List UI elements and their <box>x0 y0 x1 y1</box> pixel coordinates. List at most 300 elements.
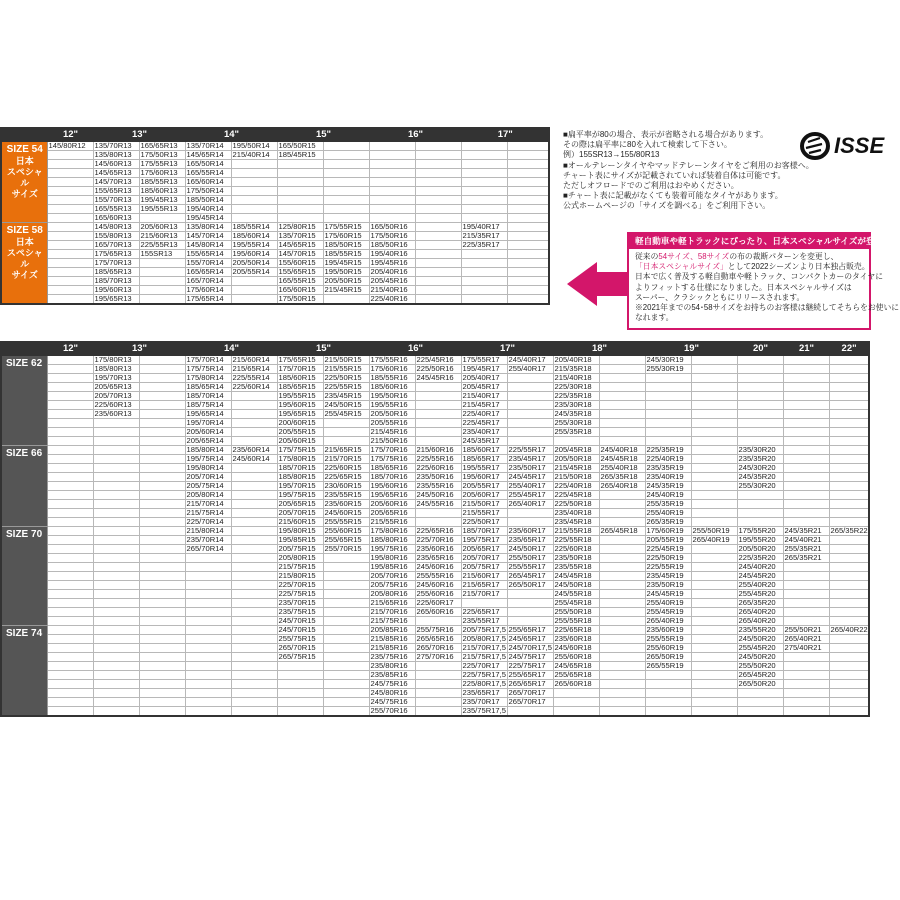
tire-size-cell: 245/50R17 <box>507 545 553 554</box>
tire-size-cell <box>507 286 549 295</box>
tire-size-cell <box>47 464 93 473</box>
tire-size-cell: 225/55R19 <box>645 563 691 572</box>
tire-size-cell <box>369 169 415 178</box>
tire-size-cell <box>139 572 185 581</box>
tire-size-cell <box>185 689 231 698</box>
tire-size-cell <box>231 419 277 428</box>
tire-size-cell <box>461 277 507 286</box>
tire-size-cell: 175/70R14 <box>185 356 231 365</box>
tire-size-cell: 165/55R14 <box>185 169 231 178</box>
tire-size-cell <box>415 232 461 241</box>
tire-size-cell <box>461 160 507 169</box>
note-line: チャート表にサイズが記載されていれば装着自体は可能です。 <box>563 170 786 180</box>
tire-size-cell <box>231 473 277 482</box>
tire-size-cell <box>323 428 369 437</box>
tire-size-cell: 175/60R13 <box>139 169 185 178</box>
tire-size-cell <box>47 500 93 509</box>
tire-size-cell <box>507 169 549 178</box>
tire-size-cell <box>737 410 783 419</box>
tire-size-cell: 215/50R17 <box>461 500 507 509</box>
tire-size-cell: 235/60R18 <box>553 635 599 644</box>
tire-size-cell <box>185 563 231 572</box>
tire-size-cell <box>507 428 553 437</box>
tire-size-cell: 255/50R18 <box>553 608 599 617</box>
tire-size-cell <box>691 473 737 482</box>
tire-size-cell <box>47 626 93 635</box>
tire-size-cell <box>139 214 185 223</box>
tire-size-cell: 215/35R18 <box>553 365 599 374</box>
tire-size-cell: 225/70R14 <box>185 518 231 527</box>
tire-size-cell <box>507 608 553 617</box>
tire-size-cell <box>93 671 139 680</box>
tire-size-cell <box>93 518 139 527</box>
tire-size-cell: 205/55R14 <box>231 268 277 277</box>
notice-text: 54サイズ、58サイズ <box>658 252 730 261</box>
size-group-label <box>1 223 47 305</box>
tire-size-cell: 235/50R16 <box>415 473 461 482</box>
rim-size-header: 17" <box>461 128 549 142</box>
tire-size-cell: 235/50R19 <box>645 581 691 590</box>
tire-size-cell <box>323 635 369 644</box>
tire-size-cell: 195/75R15 <box>277 491 323 500</box>
tire-size-cell: 255/70R16 <box>369 707 415 717</box>
tire-size-cell: 235/35R20 <box>737 455 783 464</box>
tire-size-cell: 155/65R14 <box>185 250 231 259</box>
tire-size-cell: 245/40R18 <box>599 446 645 455</box>
tire-size-cell <box>461 295 507 305</box>
tire-size-cell <box>47 286 93 295</box>
tire-size-cell: 255/40R17 <box>507 365 553 374</box>
tire-size-cell: 205/50R15 <box>323 277 369 286</box>
tire-size-cell <box>691 545 737 554</box>
size-name: SIZE 66 <box>6 448 43 459</box>
table-row <box>1 419 869 428</box>
tire-size-cell: 215/65R14 <box>231 365 277 374</box>
tire-size-cell: 185/70R14 <box>185 392 231 401</box>
tire-size-cell <box>185 671 231 680</box>
tire-size-cell <box>47 392 93 401</box>
table-row <box>1 545 869 554</box>
tire-size-cell <box>47 151 93 160</box>
tire-size-cell <box>47 653 93 662</box>
tire-size-cell <box>47 160 93 169</box>
tire-size-cell <box>783 446 829 455</box>
tire-size-cell: 255/75R15 <box>277 635 323 644</box>
tire-size-cell: 165/70R13 <box>93 241 139 250</box>
tire-size-cell <box>783 455 829 464</box>
tire-size-cell: 255/40R19 <box>645 509 691 518</box>
table-row <box>1 491 869 500</box>
tire-size-cell <box>737 356 783 365</box>
tire-size-cell: 195/45R16 <box>369 259 415 268</box>
tire-size-cell <box>645 428 691 437</box>
tire-size-cell: 265/65R16 <box>415 635 461 644</box>
tire-size-cell <box>415 401 461 410</box>
tire-size-cell <box>507 590 553 599</box>
tire-size-cell: 185/55R16 <box>369 374 415 383</box>
tire-size-cell <box>829 608 869 617</box>
table-row <box>1 241 549 250</box>
size-subtitle: サイズ <box>11 189 38 199</box>
tire-size-cell: 185/55R13 <box>139 178 185 187</box>
notice-line <box>635 283 863 293</box>
tire-size-cell: 225/30R18 <box>553 383 599 392</box>
tire-size-cell <box>599 698 645 707</box>
tire-size-cell: 215/85R16 <box>369 644 415 653</box>
size-subtitle: 日本 <box>15 156 34 166</box>
tire-size-cell <box>461 268 507 277</box>
tire-size-cell: 265/70R16 <box>415 644 461 653</box>
tire-size-cell <box>415 518 461 527</box>
tire-size-cell: 255/45R19 <box>645 608 691 617</box>
tire-size-cell: 205/50R18 <box>553 455 599 464</box>
table-row <box>1 151 549 160</box>
tire-size-cell: 205/65R16 <box>369 509 415 518</box>
tire-size-cell: 175/50R14 <box>185 187 231 196</box>
tire-size-cell: 215/55R17 <box>461 509 507 518</box>
tire-size-cell: 265/60R16 <box>415 608 461 617</box>
tire-size-cell <box>599 689 645 698</box>
tire-size-cell <box>507 617 553 626</box>
tire-size-cell <box>507 259 549 268</box>
tire-size-cell: 195/60R14 <box>231 250 277 259</box>
tire-size-cell <box>47 250 93 259</box>
tire-size-cell <box>645 392 691 401</box>
size-group-label <box>1 446 47 527</box>
tire-size-cell <box>599 653 645 662</box>
tire-size-cell: 215/70R17,5 <box>462 643 506 652</box>
tire-size-cell <box>231 581 277 590</box>
tire-size-cell <box>829 581 869 590</box>
tire-size-cell <box>783 617 829 626</box>
tire-size-cell: 205/75R15 <box>277 545 323 554</box>
logo-text: ISSE <box>834 133 885 158</box>
tire-size-cell: 145/65R14 <box>185 151 231 160</box>
tire-size-cell <box>415 662 461 671</box>
tire-size-cell: 215/80R14 <box>185 527 231 536</box>
tire-size-cell: 255/65R17 <box>507 671 553 680</box>
tire-size-cell: 255/45R17 <box>507 491 553 500</box>
tire-size-cell: 185/70R17 <box>461 527 507 536</box>
tire-size-cell <box>47 410 93 419</box>
tire-size-cell: 235/60R16 <box>415 545 461 554</box>
tire-size-cell <box>415 707 461 717</box>
tire-size-cell: 245/80R16 <box>369 689 415 698</box>
tire-size-cell <box>47 554 93 563</box>
tire-size-cell: 235/65R17 <box>461 689 507 698</box>
tire-size-cell <box>829 500 869 509</box>
tire-size-cell <box>323 187 369 196</box>
tire-size-cell <box>185 662 231 671</box>
tire-size-cell <box>185 653 231 662</box>
tire-size-cell <box>139 277 185 286</box>
tire-size-cell: 245/75R17 <box>507 653 553 662</box>
rim-size-header: 16" <box>369 128 461 142</box>
tire-size-cell <box>277 169 323 178</box>
tire-size-cell: 245/50R15 <box>323 401 369 410</box>
tire-size-cell: 185/75R14 <box>185 401 231 410</box>
tire-size-cell <box>323 142 369 151</box>
tire-size-cell <box>829 437 869 446</box>
tire-size-cell <box>415 392 461 401</box>
tire-size-cell <box>691 509 737 518</box>
tire-size-cell <box>323 554 369 563</box>
note-line: ■オールテレーンタイヤやマッドテレーンタイヤをご利用のお客様へ。 <box>563 160 814 170</box>
tire-size-cell: 195/80R14 <box>185 464 231 473</box>
tire-size-cell: 265/50R17 <box>507 581 553 590</box>
tire-size-cell <box>93 455 139 464</box>
tire-size-cell <box>369 196 415 205</box>
tire-size-cell <box>507 383 553 392</box>
table-row <box>1 626 869 635</box>
tire-size-cell: 175/65R13 <box>93 250 139 259</box>
tire-size-cell <box>139 554 185 563</box>
tire-size-cell <box>415 437 461 446</box>
tire-size-cell <box>139 259 185 268</box>
tire-size-cell: 245/45R20 <box>737 572 783 581</box>
rim-size-header: 13" <box>93 128 185 142</box>
tire-size-cell <box>231 295 277 305</box>
tire-size-cell <box>507 223 549 232</box>
tire-size-cell: 205/40R18 <box>553 356 599 365</box>
tire-size-cell <box>645 419 691 428</box>
tire-size-cell: 195/75R16 <box>369 545 415 554</box>
tire-size-cell: 205/80R17,5 <box>462 634 506 643</box>
table-row <box>1 383 869 392</box>
tire-size-cell <box>645 437 691 446</box>
tire-size-cell <box>553 689 599 698</box>
tire-size-cell <box>415 277 461 286</box>
japan-special-notice <box>627 232 900 330</box>
tire-size-cell <box>507 277 549 286</box>
tire-size-cell <box>415 259 461 268</box>
tire-size-cell: 225/55R18 <box>553 536 599 545</box>
tire-size-cell: 225/50R17 <box>461 518 507 527</box>
tire-size-cell: 245/50R20 <box>737 653 783 662</box>
tire-size-cell <box>139 644 185 653</box>
tire-size-cell: 205/60R16 <box>369 500 415 509</box>
tire-size-cell <box>645 383 691 392</box>
tire-size-cell <box>783 365 829 374</box>
table-row <box>1 608 869 617</box>
tire-size-cell <box>47 259 93 268</box>
tire-size-cell <box>277 205 323 214</box>
tire-size-cell: 245/40R21 <box>783 536 829 545</box>
tire-size-cell <box>231 680 277 689</box>
tire-size-cell <box>47 518 93 527</box>
tire-size-cell: 235/60R15 <box>323 500 369 509</box>
tire-size-cell <box>691 689 737 698</box>
tire-size-cell: 195/40R16 <box>369 250 415 259</box>
tire-size-cell: 265/35R18 <box>599 473 645 482</box>
tire-size-cell <box>47 590 93 599</box>
tire-size-cell <box>47 178 93 187</box>
notice-text: として2022シーズンより日本独占販売。 <box>727 262 870 272</box>
tire-size-cell: 255/35R19 <box>645 500 691 509</box>
tire-size-cell <box>783 383 829 392</box>
tire-size-cell: 245/60R14 <box>231 455 277 464</box>
table-row <box>1 268 549 277</box>
tire-size-cell: 205/65R13 <box>93 383 139 392</box>
tire-size-cell: 155/65R13 <box>93 187 139 196</box>
tire-size-cell: 235/60R17 <box>507 527 553 536</box>
tire-size-cell <box>415 142 461 151</box>
tire-size-cell: 235/60R13 <box>93 410 139 419</box>
tire-size-cell <box>231 545 277 554</box>
tire-size-cell <box>231 698 277 707</box>
tire-size-cell: 215/75R16 <box>369 617 415 626</box>
tire-size-cell <box>599 563 645 572</box>
tire-size-cell: 255/50R21 <box>783 626 829 635</box>
table-row <box>1 689 869 698</box>
tire-size-cell: 175/75R14 <box>185 365 231 374</box>
tire-size-cell <box>47 437 93 446</box>
size-name: SIZE 62 <box>6 358 43 369</box>
tire-size-cell <box>829 698 869 707</box>
usage-notes <box>563 130 814 212</box>
tire-size-cell <box>829 653 869 662</box>
tire-size-cell: 175/75R15 <box>277 446 323 455</box>
tire-size-cell <box>139 662 185 671</box>
tire-size-cell <box>369 151 415 160</box>
size-chart-main <box>0 341 870 717</box>
tire-size-cell <box>415 151 461 160</box>
tire-size-cell <box>93 590 139 599</box>
tire-size-cell: 225/50R15 <box>323 374 369 383</box>
tire-size-cell: 195/55R14 <box>231 241 277 250</box>
tire-size-cell <box>323 169 369 178</box>
tire-size-cell: 255/30R19 <box>645 365 691 374</box>
tire-size-cell <box>829 410 869 419</box>
tire-size-cell: 265/70R17 <box>507 689 553 698</box>
tire-size-cell <box>783 464 829 473</box>
tire-size-cell <box>185 707 231 717</box>
tire-size-cell <box>645 410 691 419</box>
tire-size-cell: 215/35R17 <box>461 232 507 241</box>
tire-size-cell: 225/45R17 <box>461 419 507 428</box>
tire-size-cell: 165/55R13 <box>93 205 139 214</box>
tire-size-cell: 225/65R15 <box>323 473 369 482</box>
tire-size-cell: 155/60R15 <box>277 259 323 268</box>
table-row <box>1 374 869 383</box>
tire-size-cell <box>47 482 93 491</box>
size-name: SIZE 58 <box>6 225 43 236</box>
tire-size-cell <box>185 572 231 581</box>
tire-size-cell: 135/80R14 <box>185 223 231 232</box>
tire-size-cell: 265/40R20 <box>737 608 783 617</box>
tire-size-cell: 205/80R14 <box>185 491 231 500</box>
tire-size-cell <box>829 536 869 545</box>
tire-size-cell <box>323 608 369 617</box>
tire-size-cell: 230/60R15 <box>323 482 369 491</box>
table-row <box>1 437 869 446</box>
tire-size-cell <box>829 473 869 482</box>
tire-size-cell <box>47 446 93 455</box>
rim-size-header: 12" <box>47 128 93 142</box>
tire-size-cell <box>47 581 93 590</box>
tire-size-cell: 235/70R14 <box>185 536 231 545</box>
tire-size-cell <box>231 277 277 286</box>
tire-size-cell <box>231 214 277 223</box>
tire-size-cell: 235/30R18 <box>553 401 599 410</box>
tire-size-cell <box>139 626 185 635</box>
table-row <box>1 205 549 214</box>
tire-size-cell <box>645 707 691 717</box>
tire-size-cell <box>737 401 783 410</box>
table-row <box>1 653 869 662</box>
tire-size-cell <box>691 356 737 365</box>
tire-size-cell: 255/65R17 <box>507 626 553 635</box>
tire-size-cell <box>737 491 783 500</box>
table-row <box>1 518 869 527</box>
tire-size-cell <box>599 518 645 527</box>
tire-size-cell: 225/60R16 <box>415 464 461 473</box>
size-name: SIZE 54 <box>6 144 43 155</box>
tire-size-cell <box>139 356 185 365</box>
tire-size-cell: 265/40R17 <box>507 500 553 509</box>
tire-size-cell: 195/50R16 <box>369 392 415 401</box>
tire-size-cell <box>599 635 645 644</box>
notice-text: なれます。 <box>635 313 674 323</box>
tire-size-cell <box>231 707 277 717</box>
tire-size-cell <box>507 250 549 259</box>
tire-size-cell <box>461 169 507 178</box>
tire-size-cell: 205/40R17 <box>461 374 507 383</box>
tire-size-cell <box>139 680 185 689</box>
tire-size-cell <box>93 473 139 482</box>
tire-size-cell: 215/60R16 <box>415 446 461 455</box>
tire-size-cell: 235/55R20 <box>737 626 783 635</box>
tire-size-cell <box>415 178 461 187</box>
tire-size-cell: 205/75R17,5 <box>462 625 506 634</box>
tire-size-cell: 265/35R20 <box>737 599 783 608</box>
tire-size-cell: 225/55R15 <box>323 383 369 392</box>
tire-size-cell: 195/70R14 <box>185 419 231 428</box>
tire-size-cell: 235/40R19 <box>645 473 691 482</box>
tire-size-cell <box>47 563 93 572</box>
tire-size-cell <box>139 286 185 295</box>
tire-size-cell <box>323 205 369 214</box>
tire-size-cell <box>415 250 461 259</box>
tire-size-cell <box>93 698 139 707</box>
tire-size-cell <box>783 500 829 509</box>
size-subtitle: サイズ <box>11 270 38 280</box>
tire-size-cell: 205/45R17 <box>461 383 507 392</box>
tire-size-cell <box>829 356 869 365</box>
tire-size-cell <box>691 446 737 455</box>
tire-size-cell: 205/60R13 <box>139 223 185 232</box>
tire-size-cell <box>737 419 783 428</box>
table-row <box>1 464 869 473</box>
tire-size-cell: 255/50R17 <box>507 554 553 563</box>
tire-size-cell <box>47 608 93 617</box>
tire-size-cell <box>829 491 869 500</box>
tire-size-cell <box>277 160 323 169</box>
tire-size-cell <box>323 617 369 626</box>
tire-size-cell <box>47 277 93 286</box>
tire-size-cell <box>231 392 277 401</box>
tire-size-cell <box>507 178 549 187</box>
tire-size-cell <box>93 545 139 554</box>
tire-size-cell <box>783 680 829 689</box>
tire-size-cell: 255/45R15 <box>323 410 369 419</box>
tire-size-cell: 215/60R13 <box>139 232 185 241</box>
tire-size-cell: 195/85R15 <box>277 536 323 545</box>
tire-size-cell: 235/75R16 <box>369 653 415 662</box>
tire-size-cell <box>139 689 185 698</box>
tire-size-cell: 255/45R18 <box>553 599 599 608</box>
tire-size-cell: 195/75R17 <box>461 536 507 545</box>
